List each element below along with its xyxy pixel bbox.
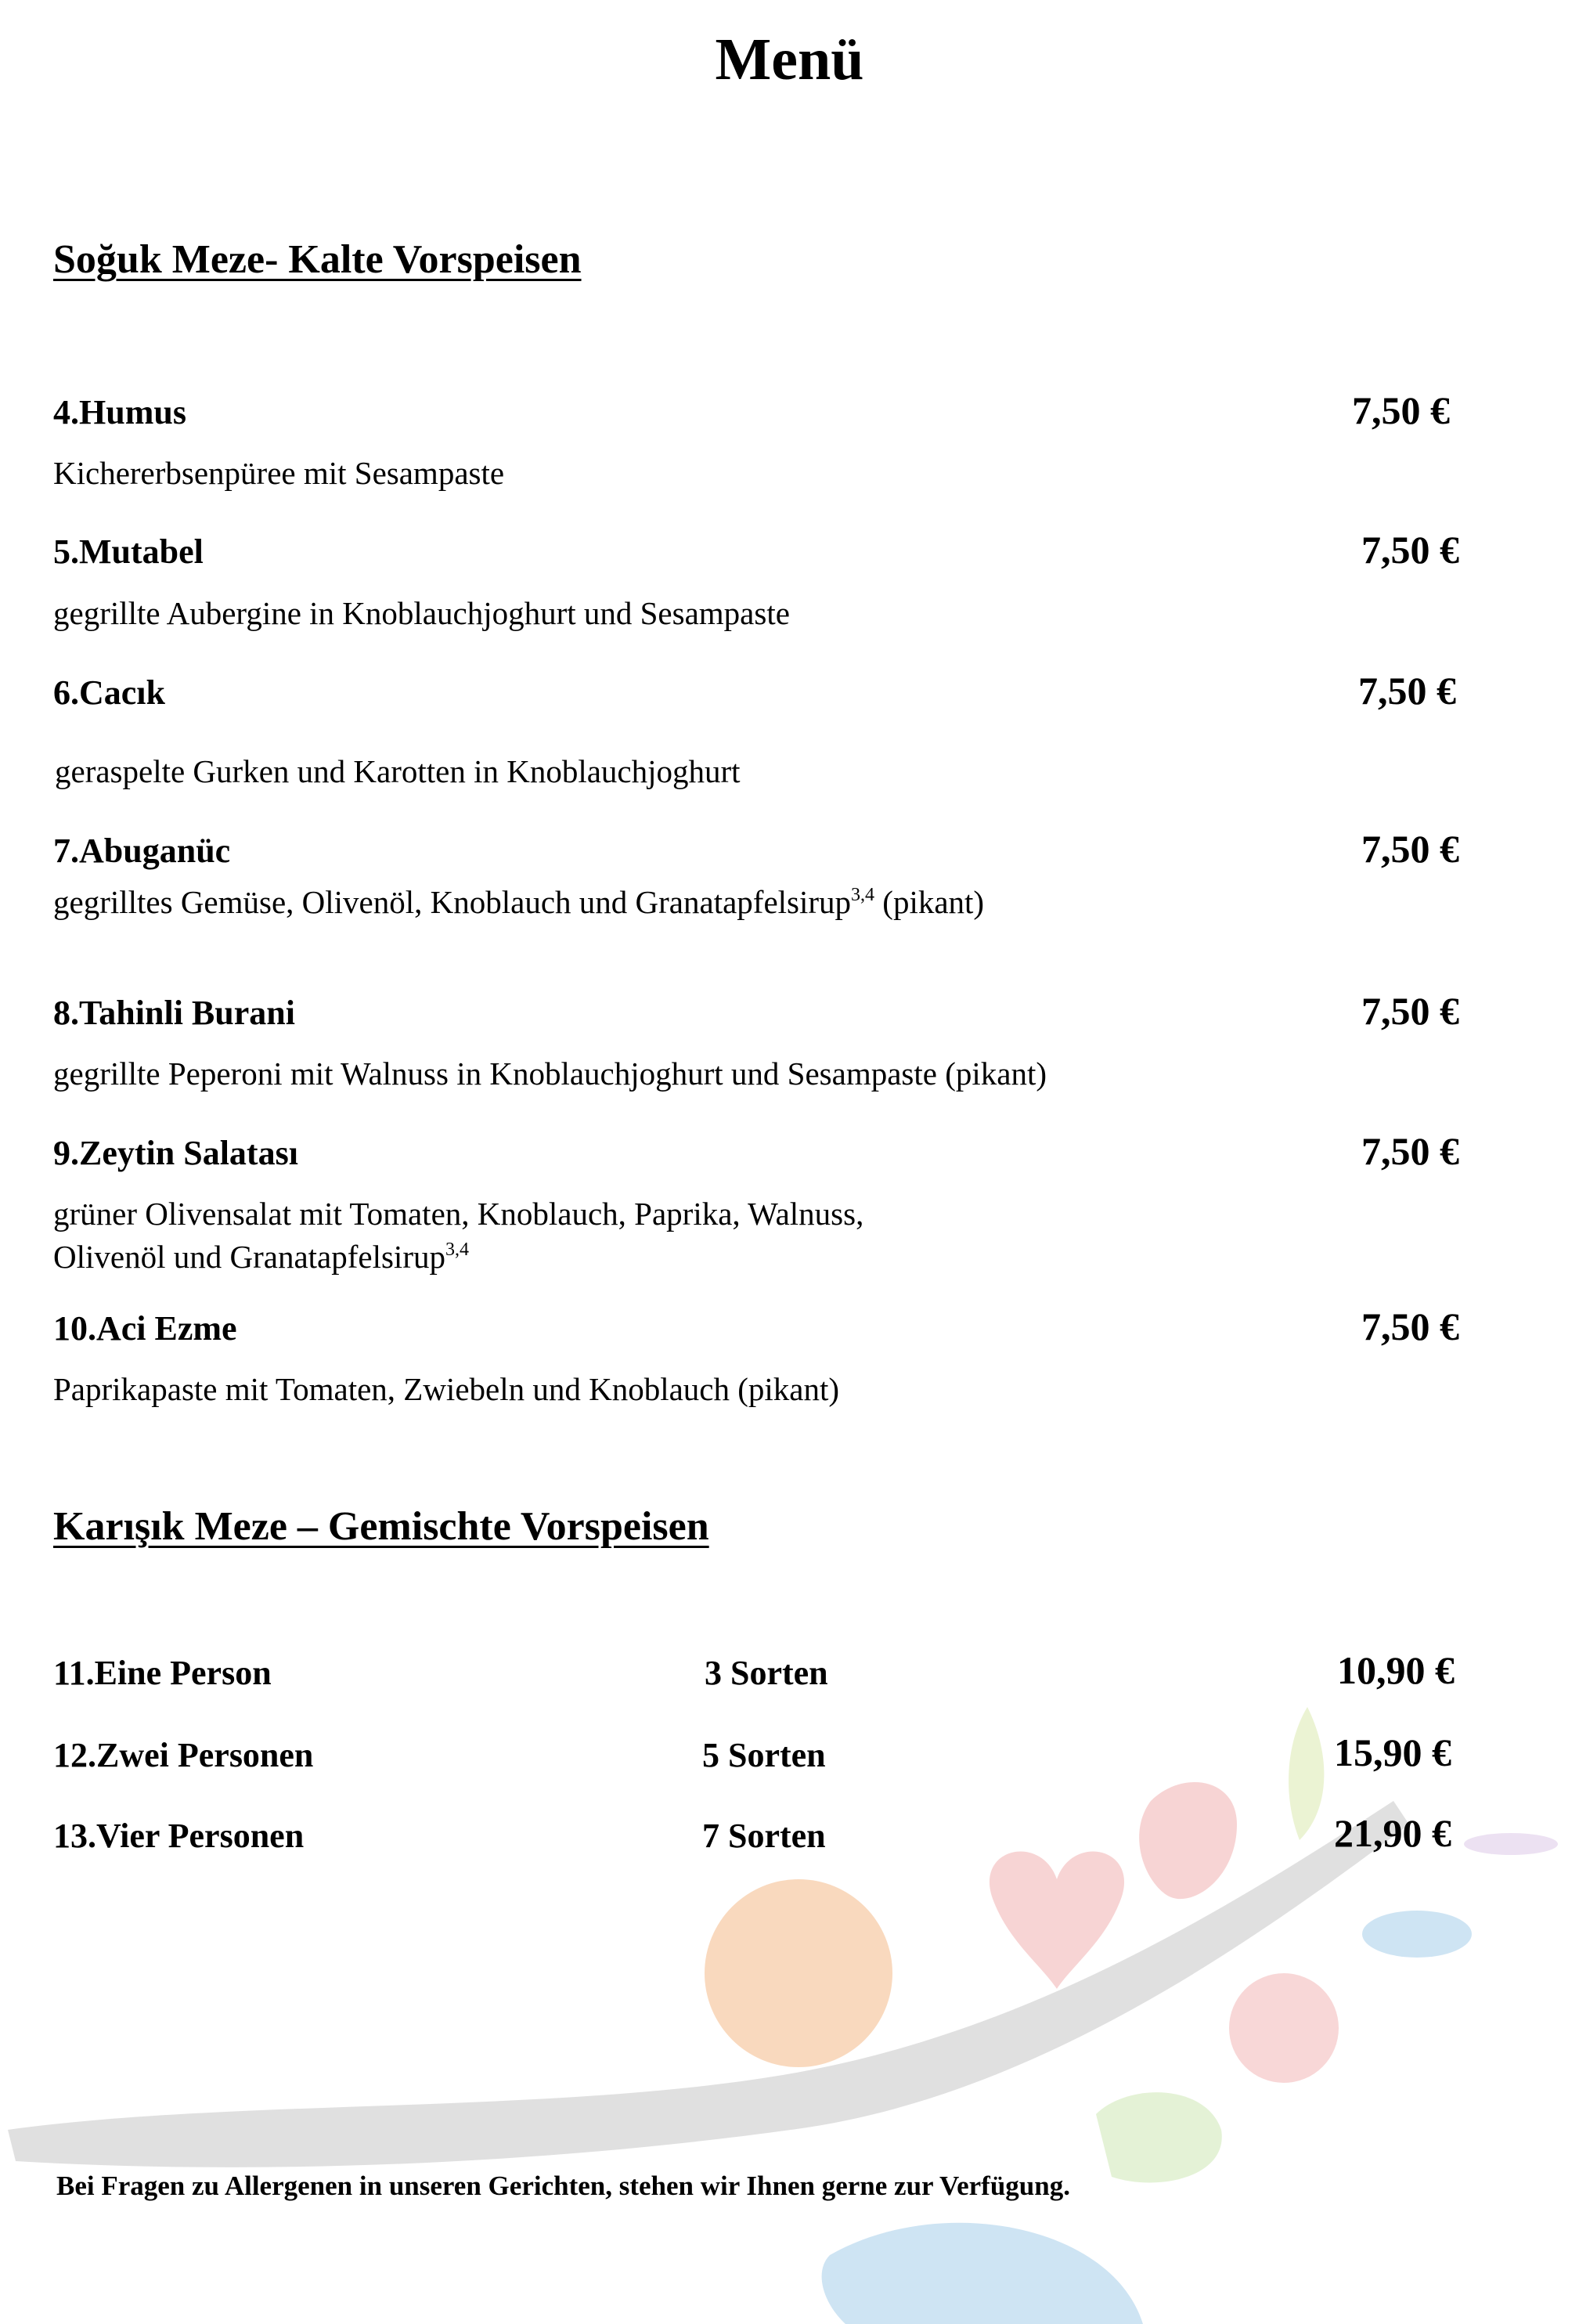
item-price-cacik: 7,50 € xyxy=(1358,669,1456,713)
item-price-mutabel: 7,50 € xyxy=(1361,528,1459,572)
red-circle xyxy=(1229,1973,1339,2083)
item-desc-zeytin-salatasi-line2 xyxy=(53,1236,469,1278)
item-desc-zeytin-salatasi: grüner Olivensalat mit Tomaten, Knoblauch, Paprika, Walnuss, xyxy=(53,1196,864,1232)
blue-drop xyxy=(822,2223,1143,2324)
item-desc-humus: Kichererbsenpüree mit Sesampaste xyxy=(53,455,505,491)
menu-title: Menü xyxy=(715,27,864,92)
item-name-humus: 4.Humus xyxy=(53,393,186,431)
allergen-footer-note: Bei Fragen zu Allergenen in unseren Gerichten, stehen wir Ihnen gerne zur Verfügung. xyxy=(56,2171,1070,2201)
lavender-oval xyxy=(1464,1833,1558,1855)
mixed-item-price: 10,90 € xyxy=(1337,1648,1455,1692)
item-name-zeytin-salatasi: 9.Zeytin Salatası xyxy=(53,1134,298,1172)
item-name-mutabel: 5.Mutabel xyxy=(53,532,204,571)
mixed-item-price: 15,90 € xyxy=(1334,1730,1451,1774)
item-desc-zeytin-salatasi-text2: Olivenöl und Granatapfelsirup xyxy=(53,1239,445,1275)
blue-oval xyxy=(1362,1911,1472,1958)
item-price-tahinli-burani: 7,50 € xyxy=(1361,989,1459,1033)
mixed-item-name: 11.Eine Person xyxy=(53,1654,272,1692)
item-name-aci-ezme: 10.Aci Ezme xyxy=(53,1309,237,1348)
mixed-item-sorts: 7 Sorten xyxy=(702,1817,826,1855)
item-desc-abuganuc xyxy=(53,881,984,923)
item-desc-aci-ezme: Paprikapaste mit Tomaten, Zwiebeln und Knoblauch (pikant) xyxy=(53,1371,840,1407)
heart-shape xyxy=(990,1851,1124,1989)
item-name-cacik: 6.Cacık xyxy=(53,673,165,712)
item-desc-cacik: geraspelte Gurken und Karotten in Knoblauchjoghurt xyxy=(55,753,741,789)
item-desc-abuganuc-suffix: (pikant) xyxy=(874,884,985,920)
mixed-item-sorts: 3 Sorten xyxy=(705,1654,828,1692)
item-price-humus: 7,50 € xyxy=(1352,388,1450,432)
green-leaf xyxy=(1289,1707,1324,1840)
item-desc-tahinli-burani: gegrillte Peperoni mit Walnuss in Knoblauchjoghurt und Sesampaste (pikant) xyxy=(53,1056,1047,1092)
item-desc-mutabel: gegrillte Aubergine in Knoblauchjoghurt und Sesampaste xyxy=(53,595,790,631)
mixed-starters-heading: Karışık Meze – Gemischte Vorspeisen xyxy=(53,1504,709,1549)
cold-starters-heading: Soğuk Meze- Kalte Vorspeisen xyxy=(53,237,582,282)
item-price-aci-ezme: 7,50 € xyxy=(1361,1305,1459,1348)
item-price-zeytin-salatasi: 7,50 € xyxy=(1361,1129,1459,1173)
item-name-abuganuc: 7.Abuganüc xyxy=(53,832,231,870)
mixed-item-name: 12.Zwei Personen xyxy=(53,1736,314,1774)
mixed-item-sorts: 5 Sorten xyxy=(702,1736,826,1774)
allergen-superscript: 3,4 xyxy=(445,1240,469,1260)
red-drop xyxy=(1139,1782,1237,1899)
green-blob xyxy=(1096,2092,1222,2182)
item-name-tahinli-burani: 8.Tahinli Burani xyxy=(53,994,295,1032)
mixed-item-name: 13.Vier Personen xyxy=(53,1817,305,1855)
mixed-item-price: 21,90 € xyxy=(1334,1811,1451,1855)
item-price-abuganuc: 7,50 € xyxy=(1361,827,1459,871)
item-desc-abuganuc-text: gegrilltes Gemüse, Olivenöl, Knoblauch und Granatapfelsirup xyxy=(53,884,852,920)
allergen-superscript: 3,4 xyxy=(851,885,875,905)
orange-circle xyxy=(705,1879,892,2067)
